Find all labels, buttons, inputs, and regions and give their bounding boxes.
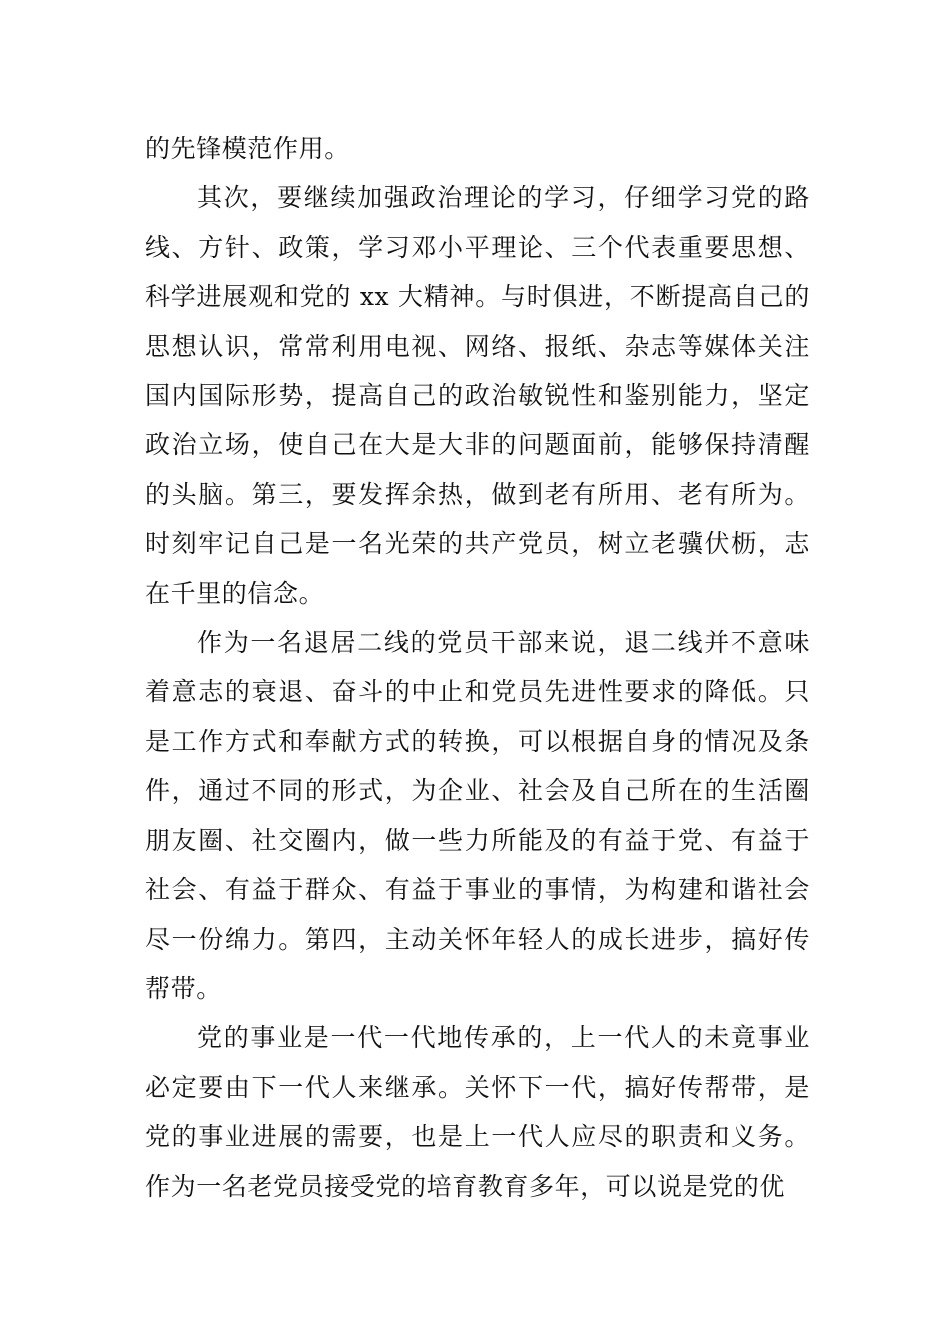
paragraph-2: 其次，要继续加强政治理论的学习，仔细学习党的路线、方针、政策，学习邓小平理论、三个代表重要思想、科学进展观和党的 xx 大精神。与时俱进，不断提高自己的思想认识，常常利用电视、网络、报纸、杂志等媒体关注国内国际形势，提高自己的政治敏锐性和鉴别能力，坚定政治立场，使自己在大是大非的问题面前，能够保持清醒的头脑。第三，要发挥余热，做到老有所用、老有所为。时刻牢记自己是一名光荣的共产党员，树立老骥伏枥，志在千里的信念。 [145,183,810,608]
paragraph-1: 的先锋模范作用。 [145,134,350,163]
document-body [145,124,810,1211]
paragraph-4: 党的事业是一代一代地传承的，上一代人的未竟事业必定要由下一代人来继承。关怀下一代，搞好传帮带，是党的事业进展的需要，也是上一代人应尽的职责和义务。作为一名老党员接受党的培育教育多年，可以说是党的优 [145,1023,810,1201]
paragraph-3: 作为一名退居二线的党员干部来说，退二线并不意味着意志的衰退、奋斗的中止和党员先进性要求的降低。只是工作方式和奉献方式的转换，可以根据自身的情况及条件，通过不同的形式，为企业、社会及自己所在的生活圈朋友圈、社交圈内，做一些力所能及的有益于党、有益于社会、有益于群众、有益于事业的事情，为构建和谐社会尽一份绵力。第四，主动关怀年轻人的成长进步，搞好传帮带。 [145,628,810,1003]
